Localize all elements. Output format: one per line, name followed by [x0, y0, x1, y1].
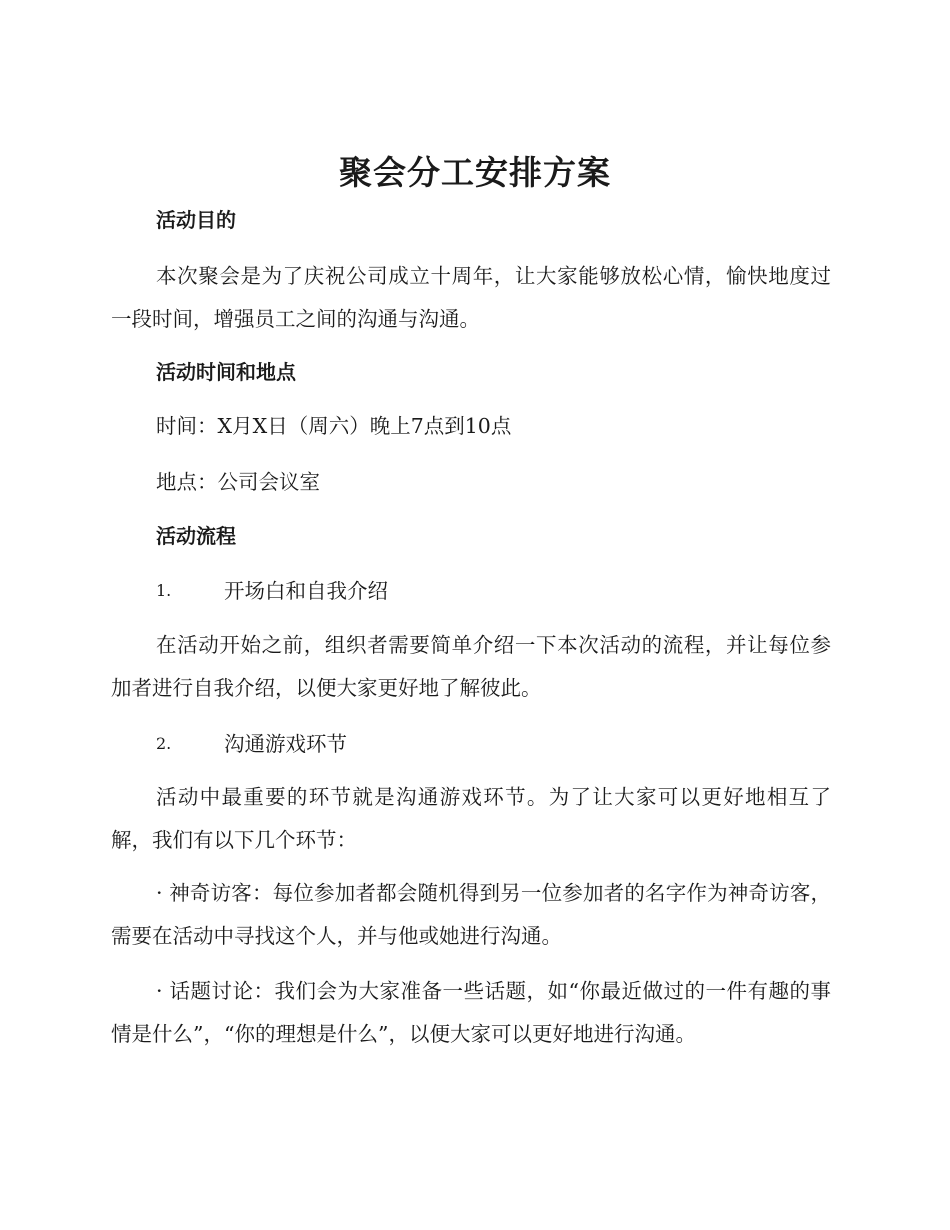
- bullet-item-mystery-visitor: · 神奇访客：每位参加者都会随机得到另一位参加者的名字作为神奇访客，需要在活动中寻找这个人，并与他或她进行沟通。: [111, 881, 831, 948]
- time-line: 时间：X月X日（周六）晚上7点到10点: [156, 414, 512, 438]
- step-2-paragraph: 活动中最重要的环节就是沟通游戏环节。为了让大家可以更好地相互了解，我们有以下几个环节：: [111, 785, 831, 852]
- bullet-item-topic-discussion: · 话题讨论：我们会为大家准备一些话题，如“你最近做过的一件有趣的事情是什么”，“你的理想是什么”，以便大家可以更好地进行沟通。: [111, 979, 831, 1046]
- purpose-paragraph: 本次聚会是为了庆祝公司成立十周年，让大家能够放松心情，愉快地度过一段时间，增强员工之间的沟通与沟通。: [111, 264, 831, 331]
- section-heading-time-place: 活动时间和地点: [156, 360, 296, 384]
- step-number-2: 2.: [156, 734, 172, 753]
- step-1-paragraph: 在活动开始之前，组织者需要简单介绍一下本次活动的流程，并让每位参加者进行自我介绍，以便大家更好地了解彼此。: [111, 633, 831, 700]
- step-title-2: 沟通游戏环节: [224, 732, 347, 756]
- step-title-1: 开场白和自我介绍: [224, 579, 388, 603]
- section-heading-flow: 活动流程: [156, 524, 236, 548]
- section-heading-purpose: 活动目的: [156, 208, 236, 232]
- place-line: 地点：公司会议室: [156, 470, 320, 494]
- document-title: 聚会分工安排方案: [339, 153, 611, 192]
- step-number-1: 1.: [156, 581, 172, 600]
